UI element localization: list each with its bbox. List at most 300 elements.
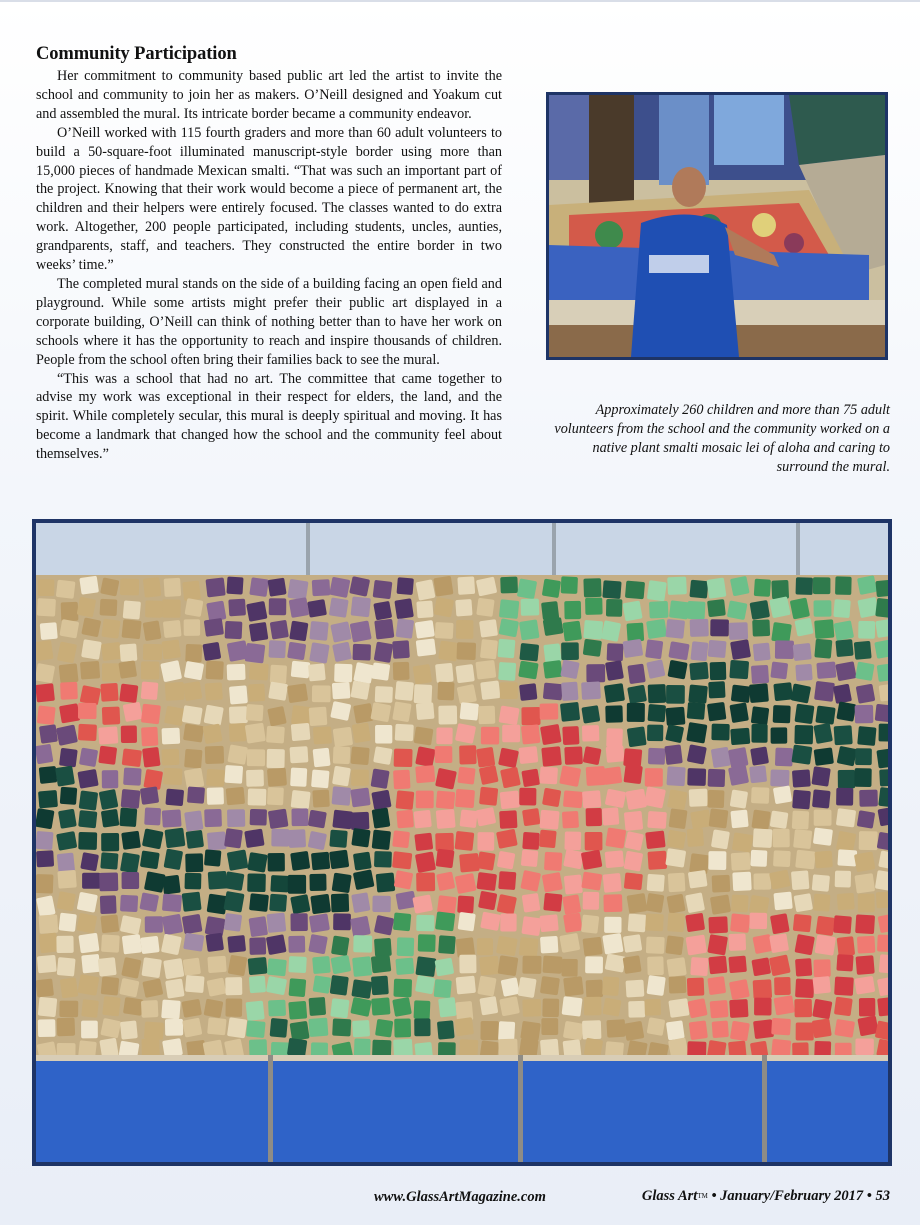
mosaic-tile xyxy=(143,769,163,790)
mosaic-tile xyxy=(877,934,888,952)
mosaic-tile xyxy=(859,831,878,850)
mosaic-tile xyxy=(187,786,205,803)
mosaic-tile xyxy=(710,894,731,914)
mosaic-tile xyxy=(854,851,876,872)
mosaic-tile xyxy=(586,766,606,786)
mosaic-tile xyxy=(120,895,138,912)
mosaic-tile xyxy=(375,1019,393,1038)
mosaic-tile xyxy=(376,873,396,893)
mosaic-tile xyxy=(728,956,747,974)
mosaic-tile xyxy=(603,998,622,1017)
mosaic-tile xyxy=(309,913,330,933)
mosaic-tile xyxy=(604,917,621,933)
mosaic-tile xyxy=(687,702,706,720)
mosaic-tile xyxy=(499,618,519,637)
mosaic-tile xyxy=(287,683,308,703)
mosaic-tile xyxy=(60,787,78,805)
mosaic-tile xyxy=(373,601,392,621)
mosaic-tile xyxy=(522,832,540,850)
mosaic-tile xyxy=(749,683,769,703)
mosaic-tile xyxy=(730,810,748,829)
mosaic-tile xyxy=(247,749,265,766)
mosaic-tile xyxy=(606,1019,625,1037)
mosaic-tile xyxy=(522,808,541,826)
mosaic-tile xyxy=(350,812,369,830)
mosaic-tile xyxy=(796,1022,814,1040)
mosaic-tile xyxy=(792,769,811,787)
mosaic-tile xyxy=(123,702,143,722)
mosaic-tile xyxy=(835,639,853,657)
mosaic-tile xyxy=(226,787,245,805)
mosaic-tile xyxy=(248,684,265,702)
mosaic-tile xyxy=(163,958,184,979)
mosaic-tile xyxy=(184,810,203,831)
mosaic-tile xyxy=(246,1020,266,1038)
mosaic-tile xyxy=(477,851,496,870)
mosaic-tile xyxy=(539,830,557,849)
mosaic-tile xyxy=(855,1038,873,1055)
mosaic-tile xyxy=(729,702,749,723)
mosaic-tile xyxy=(519,788,536,806)
mosaic-tile xyxy=(78,933,99,954)
mosaic-tile xyxy=(55,766,75,787)
mosaic-tile xyxy=(371,976,389,996)
mosaic-tile xyxy=(416,638,437,656)
mosaic-tile xyxy=(814,681,835,702)
mosaic-tile xyxy=(730,639,751,660)
mosaic-tile xyxy=(101,833,119,851)
mosaic-tile xyxy=(204,809,222,827)
mosaic-tile xyxy=(59,913,77,932)
mosaic-tile xyxy=(562,996,583,1017)
mosaic-tile xyxy=(543,617,564,636)
mosaic-tile xyxy=(140,850,160,869)
mosaic-tile xyxy=(204,999,224,1019)
mosaic-tile xyxy=(374,851,392,868)
mosaic-tile xyxy=(770,810,789,828)
mosaic-tile xyxy=(223,891,244,913)
mosaic-tile xyxy=(141,957,162,978)
mosaic-tile xyxy=(854,768,871,787)
mosaic-tile xyxy=(415,765,435,783)
mosaic-tile xyxy=(854,873,875,893)
mosaic-tile xyxy=(291,661,311,679)
mosaic-tile xyxy=(312,956,331,974)
mosaic-tile xyxy=(396,790,415,810)
mosaic-tile xyxy=(605,660,624,681)
mosaic-tile xyxy=(204,618,224,637)
mosaic-tile xyxy=(438,935,456,954)
mosaic-tile xyxy=(122,934,142,954)
mosaic-tile xyxy=(229,723,247,742)
mosaic-tile xyxy=(562,726,579,745)
mosaic-tile xyxy=(729,999,748,1018)
mosaic-tile xyxy=(309,874,326,891)
mosaic-tile xyxy=(143,644,162,660)
mosaic-tile xyxy=(309,621,328,641)
mosaic-tile xyxy=(794,999,812,1017)
mosaic-tile xyxy=(186,830,204,849)
mosaic-tile xyxy=(855,705,874,724)
mosaic-tile xyxy=(752,619,770,636)
mosaic-tile xyxy=(353,869,375,890)
mosaic-tile xyxy=(99,789,119,810)
mosaic-tile xyxy=(100,683,118,702)
mosaic-tile xyxy=(543,683,563,701)
mosaic-tile xyxy=(394,870,414,890)
mosaic-tile xyxy=(435,768,457,790)
mosaic-tile xyxy=(100,1018,121,1039)
mosaic-tile xyxy=(815,934,836,955)
mosaic-tile xyxy=(586,664,605,682)
mosaic-tile xyxy=(541,746,562,767)
mosaic-tile xyxy=(119,978,139,998)
mosaic-tile xyxy=(708,769,726,787)
mosaic-tile xyxy=(185,873,202,890)
mosaic-tile xyxy=(687,828,704,847)
mosaic-tile xyxy=(455,723,476,744)
mosaic-tile xyxy=(561,959,577,977)
mosaic-tile xyxy=(438,640,459,661)
mosaic-tile xyxy=(623,934,642,953)
mosaic-tile xyxy=(543,893,562,912)
mosaic-tile xyxy=(605,705,623,722)
mosaic-tile xyxy=(144,871,166,893)
mosaic-tile xyxy=(229,706,248,724)
mosaic-tile xyxy=(647,956,664,975)
mosaic-tile xyxy=(182,892,202,912)
mosaic-tile xyxy=(647,851,667,870)
mosaic-tile xyxy=(626,980,645,998)
article-column xyxy=(36,44,502,464)
mosaic-tile xyxy=(269,598,287,615)
mosaic-tile xyxy=(875,704,888,723)
mosaic-tile xyxy=(769,954,791,976)
mosaic-tile xyxy=(753,979,773,999)
mosaic-tile xyxy=(101,934,120,952)
mosaic-tile xyxy=(350,916,371,938)
mosaic-tile xyxy=(834,977,854,996)
mosaic-tile xyxy=(394,598,414,619)
mosaic-tile xyxy=(563,849,584,869)
mosaic-tile xyxy=(561,682,578,701)
mosaic-tile xyxy=(687,978,705,997)
mosaic-tile xyxy=(415,851,436,872)
mosaic-tile xyxy=(56,831,77,851)
mosaic-tile xyxy=(352,1020,370,1037)
mosaic-tile xyxy=(332,786,352,806)
mosaic-tile xyxy=(290,851,310,871)
mosaic-tile xyxy=(266,913,286,933)
mosaic-tile xyxy=(163,768,182,785)
mosaic-tile xyxy=(184,619,200,636)
mosaic-tile xyxy=(415,620,435,639)
mosaic-tile xyxy=(80,661,100,680)
mosaic-tile xyxy=(476,872,497,891)
mosaic-tile xyxy=(101,976,120,995)
mosaic-tile xyxy=(582,937,602,957)
mosaic-tile xyxy=(250,809,267,826)
volunteer-photo xyxy=(546,92,888,360)
mosaic-tile xyxy=(226,576,243,594)
mosaic-tile xyxy=(836,788,853,806)
mosaic-tile xyxy=(625,789,647,810)
mosaic-tile xyxy=(730,576,750,597)
mosaic-tile xyxy=(666,830,686,849)
mosaic-tile xyxy=(38,1019,56,1037)
mosaic-tile xyxy=(627,685,647,704)
mosaic-tile xyxy=(438,997,457,1017)
mosaic-tile xyxy=(349,576,370,597)
mosaic-tile xyxy=(476,747,495,768)
mosaic-tile xyxy=(749,913,767,929)
mosaic-tile xyxy=(332,873,352,894)
mosaic-tile xyxy=(771,580,789,599)
mosaic-tile xyxy=(36,831,54,850)
mosaic-tile xyxy=(521,769,540,788)
mosaic-tile xyxy=(771,1018,791,1035)
mosaic-tile xyxy=(374,915,394,936)
mosaic-tile xyxy=(624,851,644,872)
mosaic-tile xyxy=(602,766,622,785)
mosaic-tile xyxy=(39,724,58,744)
mosaic-tile xyxy=(162,728,181,745)
mosaic-tile xyxy=(312,789,329,807)
mosaic-tile xyxy=(290,746,309,763)
mosaic-tile xyxy=(559,933,580,953)
mosaic-tile xyxy=(313,748,331,768)
top-rule xyxy=(0,0,920,2)
mosaic-tile xyxy=(773,705,791,723)
mosaic-tile xyxy=(816,661,836,678)
mosaic-tile xyxy=(751,665,769,684)
mosaic-tile xyxy=(645,830,665,849)
mosaic-tile xyxy=(249,893,269,912)
mosaic-tile xyxy=(519,643,539,662)
mosaic-tile xyxy=(518,661,538,680)
mosaic-tile xyxy=(204,705,224,726)
mosaic-tile xyxy=(500,913,516,931)
mosaic-tile xyxy=(163,620,182,638)
mosaic-tile xyxy=(228,955,248,977)
mosaic-tile xyxy=(418,934,436,952)
issue-and-page: • January/February 2017 • 53 xyxy=(711,1188,890,1204)
mosaic-tile xyxy=(371,955,392,974)
mosaic-tile xyxy=(371,662,390,680)
mosaic-tile xyxy=(559,765,581,787)
mosaic-tile xyxy=(480,1021,498,1040)
mosaic-tile xyxy=(39,932,59,953)
mosaic-tile xyxy=(498,871,516,890)
mosaic-tile xyxy=(413,664,433,685)
paragraph-2: O’Neill worked with 115 fourth graders and more than 60 adult volunteers to build a 50-square-foot illuminated manuscript-style border using more than 15,000 pieces of handmade Mexican smalti. “That was such an important part of the project. Knowing that their work would become a piece of permanent art, the children and their helpers were entirely focused. The classes wanted to do extra work. Altogether, 200 people participated, including students, uncles, aunties, grandparents, staff, and teachers. They constructed the entire border in two weeks’ time.” xyxy=(36,124,502,274)
mosaic-tile xyxy=(836,831,857,853)
mosaic-tile xyxy=(291,790,311,809)
mosaic-tile xyxy=(500,577,518,594)
mosaic-tile xyxy=(731,685,751,703)
mosaic-tile xyxy=(287,579,308,600)
mosaic-tile xyxy=(834,725,853,745)
mosaic-tile xyxy=(689,789,708,807)
mosaic-tile xyxy=(268,809,289,829)
mosaic-tile xyxy=(162,875,181,895)
mosaic-tile xyxy=(249,916,269,937)
mosaic-tile xyxy=(80,685,101,705)
trademark-mark: TM xyxy=(697,1192,708,1200)
mosaic-photo xyxy=(32,519,892,1166)
mosaic-tile xyxy=(607,643,624,661)
mosaic-tile xyxy=(246,1001,265,1021)
mosaic-tile xyxy=(732,872,751,892)
mosaic-tile xyxy=(102,663,120,681)
mosaic-tile xyxy=(397,937,415,956)
mosaic-tile xyxy=(837,849,857,866)
mosaic-tile xyxy=(540,976,560,995)
mosaic-tile xyxy=(685,892,705,913)
mosaic-tile xyxy=(791,745,812,765)
mosaic-tile xyxy=(480,639,498,659)
mosaic-tile xyxy=(37,955,57,974)
mosaic-tile xyxy=(795,850,816,870)
mosaic-tile xyxy=(436,791,456,810)
mosaic-tile xyxy=(183,724,204,743)
mosaic-tile xyxy=(415,746,436,767)
mosaic-tile xyxy=(161,999,181,1019)
mosaic-tile xyxy=(247,873,266,892)
mosaic-tile xyxy=(477,976,496,997)
mosaic-tile xyxy=(770,913,790,934)
mosaic-tile xyxy=(435,833,454,851)
mosaic-tile xyxy=(476,807,497,826)
mosaic-tile xyxy=(582,1020,601,1039)
mosaic-tile xyxy=(711,829,730,849)
mosaic-tile xyxy=(879,954,888,974)
mosaic-tile xyxy=(730,1021,750,1042)
mosaic-tile xyxy=(352,644,371,661)
mosaic-tile xyxy=(266,934,287,955)
mosaic-tile xyxy=(416,915,434,931)
mosaic-tile xyxy=(583,639,602,657)
mosaic-tile xyxy=(332,682,351,699)
mosaic-tile xyxy=(581,914,599,933)
mosaic-tile xyxy=(81,639,102,660)
mosaic-tile xyxy=(477,938,493,955)
mosaic-tile xyxy=(183,681,202,701)
mosaic-tile xyxy=(459,955,476,974)
mosaic-tile xyxy=(562,621,582,642)
mosaic-tile xyxy=(329,850,349,870)
mosaic-tile xyxy=(185,975,205,993)
mosaic-tile xyxy=(416,702,435,720)
photo-caption: Approximately 260 children and more than 75 adult volunteers from the school and the community worked on a native plant smalti mosaic lei of aloha and caring to surround the mural. xyxy=(554,402,890,475)
mosaic-tile xyxy=(455,664,474,683)
mosaic-tile xyxy=(352,722,371,743)
mosaic-tile xyxy=(98,957,117,977)
mosaic-tile xyxy=(664,744,682,765)
mosaic-tile xyxy=(750,600,771,620)
mosaic-tile xyxy=(142,828,164,849)
mosaic-tile xyxy=(141,704,161,725)
mosaic-tile xyxy=(751,724,767,743)
mosaic-tile xyxy=(36,640,54,661)
mosaic-tile xyxy=(648,684,667,703)
mosaic-tile xyxy=(267,958,287,976)
mosaic-tile xyxy=(498,748,519,769)
mosaic-tile xyxy=(395,958,414,975)
mosaic-tile xyxy=(98,746,117,765)
mosaic-tile xyxy=(562,811,579,829)
mosaic-tile xyxy=(647,811,667,829)
mosaic-tile xyxy=(99,872,118,891)
mosaic-tile xyxy=(666,957,686,977)
mosaic-tile xyxy=(665,848,686,868)
mosaic-tile xyxy=(162,809,182,827)
mosaic-tile xyxy=(309,642,330,663)
mosaic-tile xyxy=(793,829,812,849)
mosaic-tile xyxy=(202,724,222,745)
mosaic-tile xyxy=(687,768,706,786)
mosaic-tile xyxy=(769,596,791,618)
mosaic-tile xyxy=(606,599,622,617)
mosaic-tile xyxy=(707,599,726,617)
mosaic-tile xyxy=(645,639,663,659)
paragraph-3: The completed mural stands on the side of a building facing an open field and playground. While some artists might prefer their public art displayed in a corporate building, O’Neill can think of nothing better than to have her work on schools where it has the opportunity to reach and inspire thousands of children. People from the school often bring their families back to see the mural. xyxy=(36,275,502,368)
mosaic-tile xyxy=(877,997,888,1017)
mosaic-tile xyxy=(858,621,875,639)
mosaic-tile xyxy=(312,685,331,702)
mosaic-tile xyxy=(622,600,642,621)
footer-url[interactable]: www.GlassArtMagazine.com xyxy=(374,1189,546,1205)
mosaic-tile xyxy=(78,724,97,741)
mosaic-tile xyxy=(101,809,120,828)
mosaic-tile xyxy=(771,622,792,643)
mosaic-tile xyxy=(685,913,705,932)
mosaic-tile xyxy=(837,936,855,956)
mosaic-tile xyxy=(835,576,852,595)
mosaic-tile xyxy=(456,976,476,995)
mosaic-tile xyxy=(207,787,224,804)
mosaic-tile xyxy=(626,623,644,642)
mosaic-tile xyxy=(666,685,685,704)
mosaic-tile xyxy=(414,1018,430,1036)
mosaic-tile xyxy=(164,828,185,849)
mosaic-tile xyxy=(689,1020,708,1040)
mosaic-tile xyxy=(351,747,370,766)
mosaic-tile xyxy=(729,979,750,1000)
mosaic-tile xyxy=(415,975,435,994)
mosaic-tile xyxy=(708,956,727,975)
mosaic-tile xyxy=(81,1021,98,1039)
mosaic-tile xyxy=(665,619,685,639)
mosaic-tile xyxy=(246,601,267,622)
mosaic-tile xyxy=(332,766,351,787)
mosaic-tile xyxy=(585,598,603,615)
mosaic-tile xyxy=(775,748,793,767)
mosaic-tile xyxy=(707,976,726,995)
mosaic-tile xyxy=(478,706,495,725)
mosaic-tile xyxy=(623,764,642,784)
mosaic-tile xyxy=(586,808,602,826)
section-heading: Community Participation xyxy=(36,44,237,64)
mosaic-tile xyxy=(101,619,120,639)
mosaic-tile xyxy=(499,705,520,725)
mosaic-tile xyxy=(143,620,162,641)
mosaic-tile xyxy=(185,853,203,872)
mosaic-tile xyxy=(602,807,619,825)
mosaic-tile xyxy=(372,830,391,851)
mosaic-tile xyxy=(351,770,369,786)
mosaic-tile xyxy=(225,998,242,1016)
